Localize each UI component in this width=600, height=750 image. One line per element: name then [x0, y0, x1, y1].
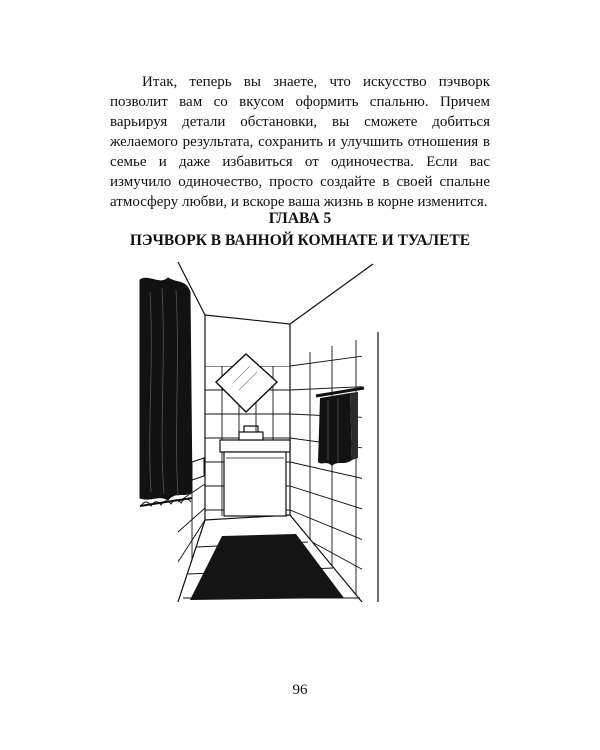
chapter-number: ГЛАВА 5 [268, 210, 332, 227]
bathroom-illustration [138, 262, 390, 602]
page-number: 96 [292, 682, 308, 698]
chapter-title: ПЭЧВОРК В ВАННОЙ КОМНАТЕ И ТУАЛЕТЕ [129, 232, 471, 249]
floor-rug [190, 534, 344, 600]
sink-vanity [220, 426, 290, 516]
shower-curtain [140, 278, 204, 506]
body-paragraph: Итак, теперь вы знаете, что искусство пэчворк позволит вам со вкусом оформить спальню. Причем варьируя детали обстановки, вы сможете добиться желаемого результата, сохранить и улучшить отношения в семье и даже избавиться от одиночества. Если вас измучило одиночество, просто создайте в своей спальне атмосферу любви, и вскоре ваша жизнь в корне изменится. [110, 74, 490, 210]
towel-rack [316, 388, 364, 466]
chapter-heading [100, 208, 500, 252]
mirror [216, 354, 277, 412]
